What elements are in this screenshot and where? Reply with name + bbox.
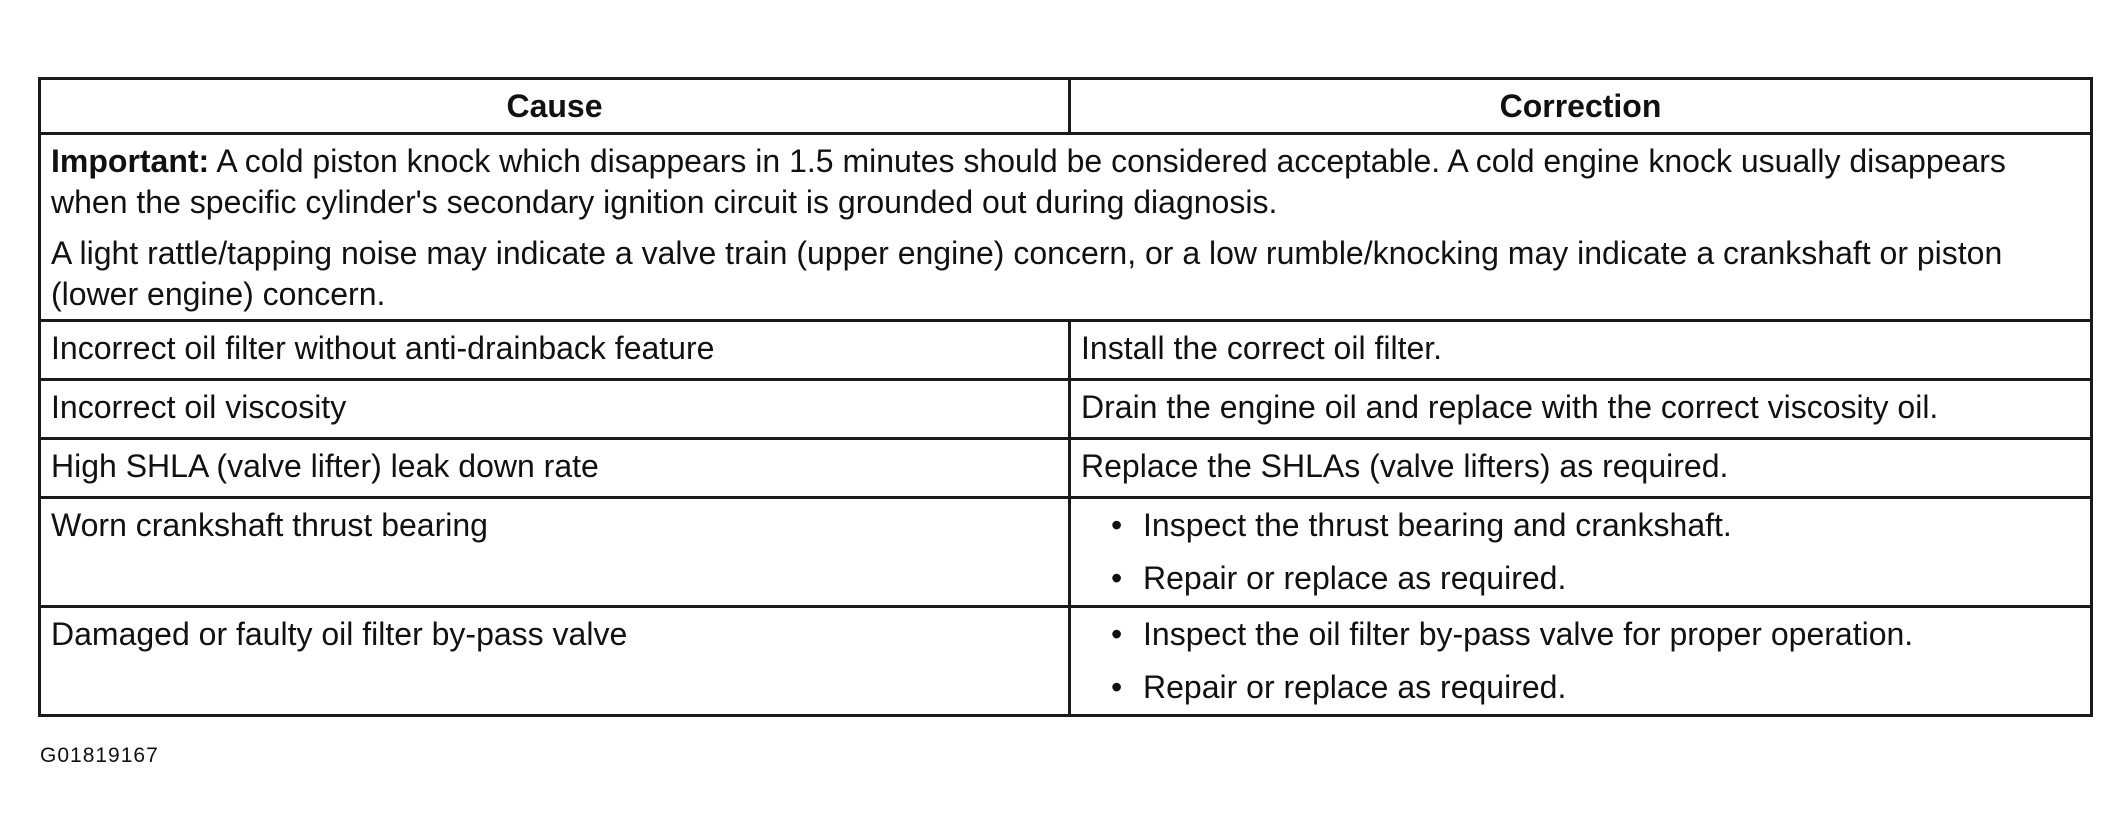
correction-column-header: Correction xyxy=(1070,79,2092,134)
list-item xyxy=(1111,558,2080,599)
table-row xyxy=(40,607,2092,716)
correction-bullet-list xyxy=(1081,614,2080,708)
list-item-text: Repair or replace as required. xyxy=(1143,669,1567,705)
table-row xyxy=(40,321,2092,380)
diagnosis-table xyxy=(38,77,2093,717)
bullet-icon: • xyxy=(1111,616,1123,652)
list-item-text: Inspect the thrust bearing and crankshaft. xyxy=(1143,507,1732,543)
correction-bullet-list xyxy=(1081,505,2080,599)
cause-column-header: Cause xyxy=(40,79,1070,134)
bullet-icon: • xyxy=(1111,560,1123,596)
important-note-text: A cold piston knock which disappears in 1.5 minutes should be considered acceptable. A cold engine knock usually disappears when the specific cylinder's secondary ignition circuit is grounded out during diagnosis. xyxy=(51,143,2006,220)
table-header-row xyxy=(40,79,2092,134)
list-item xyxy=(1111,505,2080,546)
correction-cell: Replace the SHLAs (valve lifters) as required. xyxy=(1070,439,2092,498)
cause-cell: Damaged or faulty oil filter by-pass valve xyxy=(40,607,1070,716)
list-item xyxy=(1111,614,2080,655)
list-item-text: Repair or replace as required. xyxy=(1143,560,1567,596)
note-cell xyxy=(40,134,2092,321)
table-row xyxy=(40,380,2092,439)
noise-note: A light rattle/tapping noise may indicate a valve train (upper engine) concern, or a low rumble/knocking may indicate a crankshaft or piston (lower engine) concern. xyxy=(51,235,2003,312)
important-note xyxy=(51,141,2080,223)
list-item-text: Inspect the oil filter by-pass valve for proper operation. xyxy=(1143,616,1914,652)
correction-cell: Install the correct oil filter. xyxy=(1070,321,2092,380)
table-row xyxy=(40,498,2092,607)
correction-cell xyxy=(1070,607,2092,716)
bullet-icon: • xyxy=(1111,669,1123,705)
cause-cell: Incorrect oil viscosity xyxy=(40,380,1070,439)
cause-cell: Worn crankshaft thrust bearing xyxy=(40,498,1070,607)
note-row xyxy=(40,134,2092,321)
cause-cell: High SHLA (valve lifter) leak down rate xyxy=(40,439,1070,498)
correction-cell: Drain the engine oil and replace with the correct viscosity oil. xyxy=(1070,380,2092,439)
list-item xyxy=(1111,667,2080,708)
bullet-icon: • xyxy=(1111,507,1123,543)
cause-cell: Incorrect oil filter without anti-drainback feature xyxy=(40,321,1070,380)
correction-cell xyxy=(1070,498,2092,607)
table-row xyxy=(40,439,2092,498)
figure-id: G01819167 xyxy=(40,744,159,767)
important-label: Important: xyxy=(51,143,210,179)
